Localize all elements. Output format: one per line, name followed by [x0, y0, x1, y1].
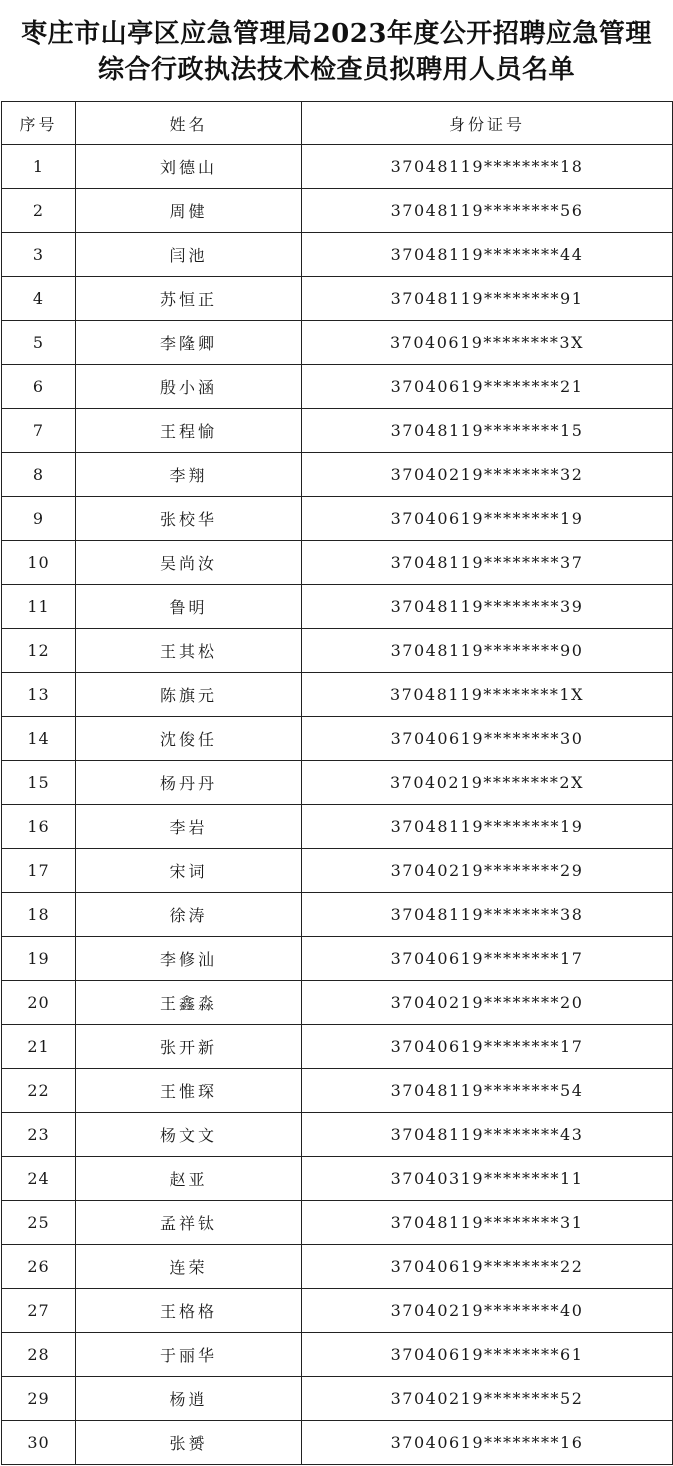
row-seq-cell: 24 — [2, 1157, 76, 1201]
row-seq-cell: 10 — [2, 541, 76, 585]
row-name-cell: 闫池 — [76, 233, 302, 277]
table-row — [2, 233, 673, 277]
row-seq-cell: 15 — [2, 761, 76, 805]
row-seq-cell: 7 — [2, 409, 76, 453]
row-name-cell: 杨文文 — [76, 1113, 302, 1157]
header-id-number: 身份证号 — [302, 102, 673, 145]
row-name-cell: 殷小涵 — [76, 365, 302, 409]
row-name-cell: 苏恒正 — [76, 277, 302, 321]
row-name-cell: 于丽华 — [76, 1333, 302, 1377]
row-seq-cell: 22 — [2, 1069, 76, 1113]
row-name-cell: 周健 — [76, 189, 302, 233]
row-id-number-cell: 37048119********1X — [302, 673, 673, 717]
row-id-number-cell: 37048119********91 — [302, 277, 673, 321]
table-row — [2, 937, 673, 981]
row-name-cell: 王程愉 — [76, 409, 302, 453]
table-row — [2, 585, 673, 629]
table-row — [2, 805, 673, 849]
table-row — [2, 1377, 673, 1421]
table-row — [2, 717, 673, 761]
row-id-number-cell: 37048119********19 — [302, 805, 673, 849]
row-name-cell: 王其松 — [76, 629, 302, 673]
table-body — [2, 145, 673, 1465]
row-id-number-cell: 37048119********18 — [302, 145, 673, 189]
header-name: 姓名 — [76, 102, 302, 145]
table-row — [2, 849, 673, 893]
document-title — [0, 0, 673, 101]
table-row — [2, 1421, 673, 1465]
row-id-number-cell: 37040619********3X — [302, 321, 673, 365]
row-id-number-cell: 37040619********16 — [302, 1421, 673, 1465]
table-row — [2, 1157, 673, 1201]
table-row — [2, 365, 673, 409]
row-seq-cell: 23 — [2, 1113, 76, 1157]
title-line-1: 枣庄市山亭区应急管理局2023年度公开招聘应急管理 — [21, 19, 652, 49]
row-name-cell: 张赟 — [76, 1421, 302, 1465]
row-seq-cell: 12 — [2, 629, 76, 673]
table-row — [2, 497, 673, 541]
table-row — [2, 1245, 673, 1289]
table-row — [2, 1069, 673, 1113]
row-seq-cell: 1 — [2, 145, 76, 189]
row-id-number-cell: 37040619********19 — [302, 497, 673, 541]
row-id-number-cell: 37048119********44 — [302, 233, 673, 277]
row-seq-cell: 13 — [2, 673, 76, 717]
table-row — [2, 541, 673, 585]
table-row — [2, 321, 673, 365]
row-id-number-cell: 37048119********54 — [302, 1069, 673, 1113]
table-row — [2, 409, 673, 453]
table-row — [2, 1289, 673, 1333]
row-id-number-cell: 37040219********29 — [302, 849, 673, 893]
row-id-number-cell: 37040219********32 — [302, 453, 673, 497]
row-id-number-cell: 37048119********90 — [302, 629, 673, 673]
row-name-cell: 张校华 — [76, 497, 302, 541]
row-name-cell: 孟祥钛 — [76, 1201, 302, 1245]
hire-list-table — [1, 101, 673, 1465]
row-id-number-cell: 37040619********61 — [302, 1333, 673, 1377]
row-id-number-cell: 37048119********56 — [302, 189, 673, 233]
row-seq-cell: 25 — [2, 1201, 76, 1245]
table-row — [2, 761, 673, 805]
row-name-cell: 连荣 — [76, 1245, 302, 1289]
row-name-cell: 李修汕 — [76, 937, 302, 981]
row-seq-cell: 11 — [2, 585, 76, 629]
row-seq-cell: 30 — [2, 1421, 76, 1465]
table-row — [2, 981, 673, 1025]
row-id-number-cell: 37040619********21 — [302, 365, 673, 409]
row-name-cell: 李岩 — [76, 805, 302, 849]
row-name-cell: 宋词 — [76, 849, 302, 893]
row-id-number-cell: 37040219********20 — [302, 981, 673, 1025]
table-row — [2, 893, 673, 937]
row-seq-cell: 29 — [2, 1377, 76, 1421]
row-name-cell: 赵亚 — [76, 1157, 302, 1201]
table-row — [2, 1201, 673, 1245]
row-id-number-cell: 37040619********17 — [302, 937, 673, 981]
table-row — [2, 629, 673, 673]
row-seq-cell: 28 — [2, 1333, 76, 1377]
row-id-number-cell: 37040619********17 — [302, 1025, 673, 1069]
row-seq-cell: 21 — [2, 1025, 76, 1069]
row-name-cell: 徐涛 — [76, 893, 302, 937]
title-line-2: 综合行政执法技术检查员拟聘用人员名单 — [97, 55, 575, 85]
row-name-cell: 李隆卿 — [76, 321, 302, 365]
row-seq-cell: 4 — [2, 277, 76, 321]
row-id-number-cell: 37048119********38 — [302, 893, 673, 937]
row-seq-cell: 20 — [2, 981, 76, 1025]
row-name-cell: 鲁明 — [76, 585, 302, 629]
row-id-number-cell: 37040219********2X — [302, 761, 673, 805]
row-seq-cell: 8 — [2, 453, 76, 497]
row-seq-cell: 27 — [2, 1289, 76, 1333]
row-name-cell: 吴尚汝 — [76, 541, 302, 585]
table-row — [2, 189, 673, 233]
header-seq: 序号 — [2, 102, 76, 145]
row-id-number-cell: 37040619********22 — [302, 1245, 673, 1289]
row-id-number-cell: 37040319********11 — [302, 1157, 673, 1201]
row-seq-cell: 18 — [2, 893, 76, 937]
table-header-row — [2, 102, 673, 145]
row-seq-cell: 9 — [2, 497, 76, 541]
row-seq-cell: 14 — [2, 717, 76, 761]
row-name-cell: 杨逍 — [76, 1377, 302, 1421]
row-name-cell: 陈旗元 — [76, 673, 302, 717]
table-row — [2, 277, 673, 321]
row-name-cell: 杨丹丹 — [76, 761, 302, 805]
table-row — [2, 1333, 673, 1377]
row-id-number-cell: 37048119********15 — [302, 409, 673, 453]
table-row — [2, 145, 673, 189]
row-name-cell: 刘德山 — [76, 145, 302, 189]
row-id-number-cell: 37048119********39 — [302, 585, 673, 629]
row-id-number-cell: 37048119********31 — [302, 1201, 673, 1245]
row-name-cell: 王格格 — [76, 1289, 302, 1333]
row-id-number-cell: 37040219********40 — [302, 1289, 673, 1333]
row-id-number-cell: 37040619********30 — [302, 717, 673, 761]
row-seq-cell: 26 — [2, 1245, 76, 1289]
row-id-number-cell: 37048119********37 — [302, 541, 673, 585]
table-row — [2, 1025, 673, 1069]
table-row — [2, 1113, 673, 1157]
row-seq-cell: 5 — [2, 321, 76, 365]
row-name-cell: 张开新 — [76, 1025, 302, 1069]
row-name-cell: 李翔 — [76, 453, 302, 497]
row-name-cell: 沈俊任 — [76, 717, 302, 761]
table-row — [2, 453, 673, 497]
row-name-cell: 王鑫淼 — [76, 981, 302, 1025]
row-id-number-cell: 37048119********43 — [302, 1113, 673, 1157]
row-seq-cell: 17 — [2, 849, 76, 893]
row-seq-cell: 6 — [2, 365, 76, 409]
row-id-number-cell: 37040219********52 — [302, 1377, 673, 1421]
table-row — [2, 673, 673, 717]
row-seq-cell: 16 — [2, 805, 76, 849]
row-seq-cell: 2 — [2, 189, 76, 233]
row-seq-cell: 19 — [2, 937, 76, 981]
row-name-cell: 王惟琛 — [76, 1069, 302, 1113]
row-seq-cell: 3 — [2, 233, 76, 277]
